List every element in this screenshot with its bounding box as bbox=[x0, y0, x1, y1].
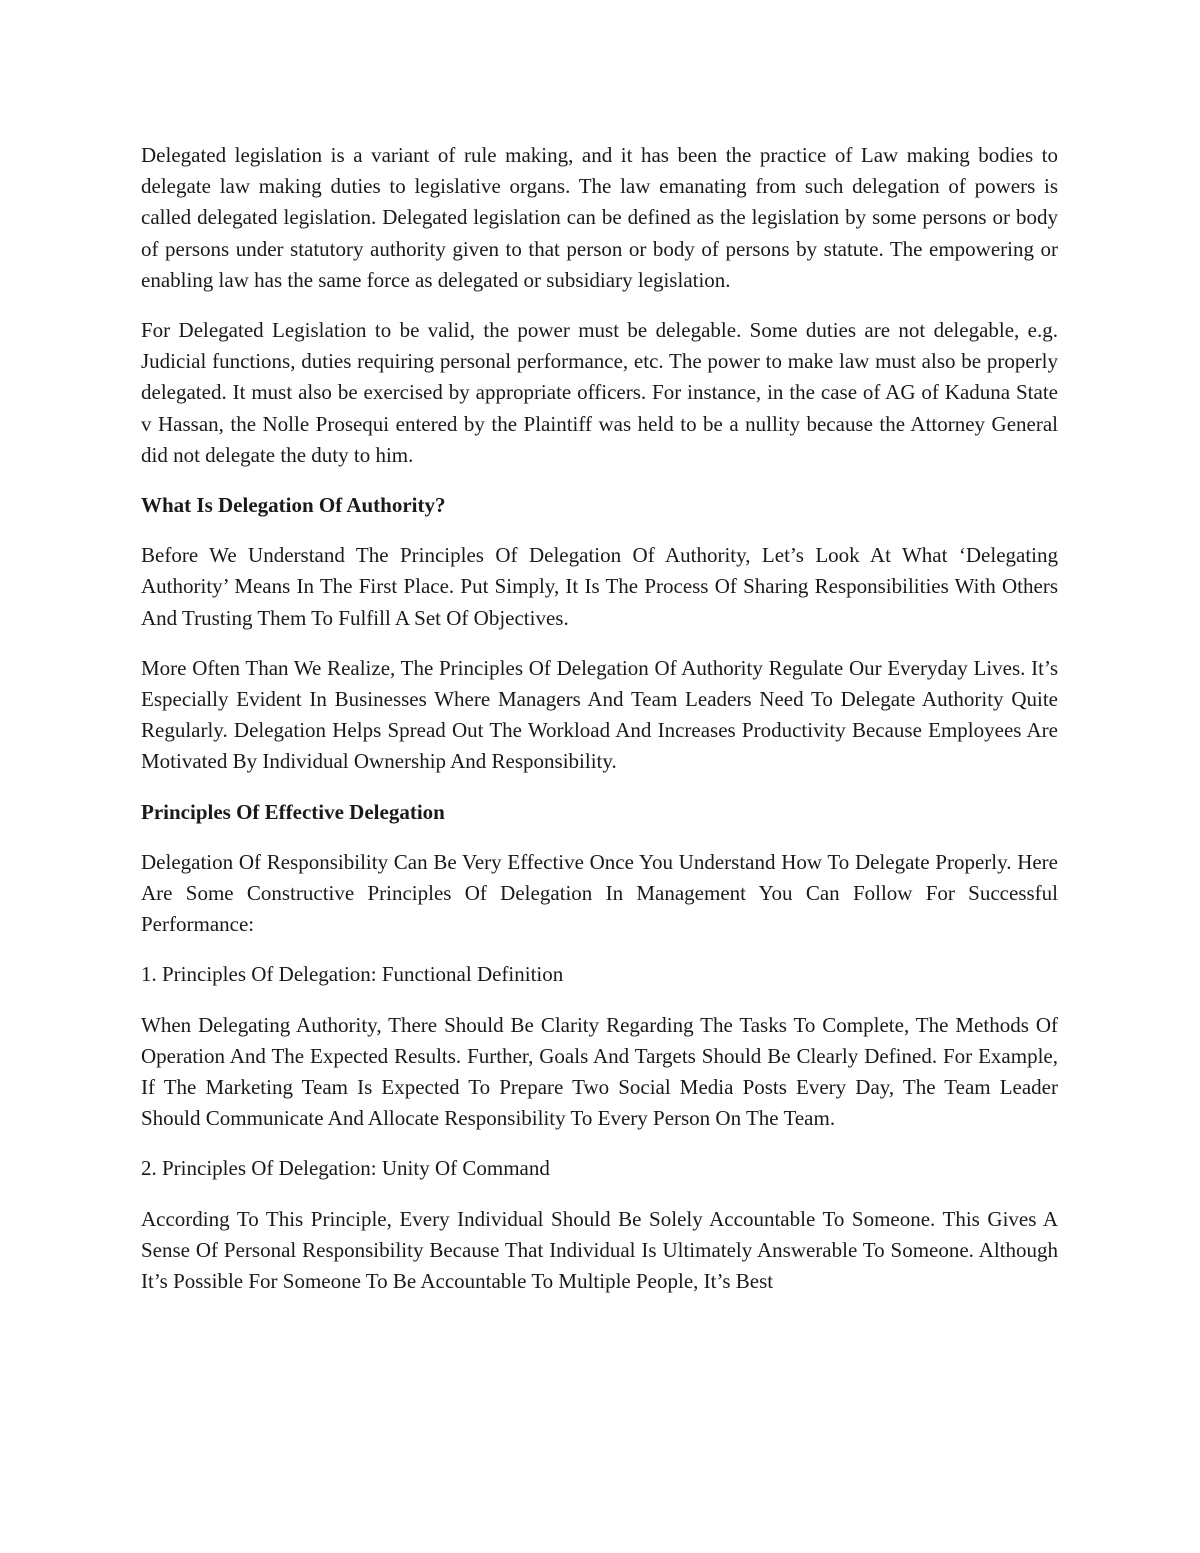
paragraph-delegated-legislation-validity: For Delegated Legislation to be valid, the power must be delegable. Some duties are not delegable, e.g. Judicial functions, duties requiring personal performance, etc. The power to make law must also be properly delegated. It must also be exercised by appropriate officers. For instance, in the case of AG of Kaduna State v Hassan, the Nolle Prosequi entered by the Plaintiff was held to be a nullity because the Attorney General did not delegate the duty to him. bbox=[141, 318, 1058, 467]
paragraph-unity-of-command: According To This Principle, Every Individual Should Be Solely Accountable To Someone. This Gives A Sense Of Personal Responsibility Because That Individual Is Ultimately Answerable To Someone. Although It’s Possible For Someone To Be Accountable To Multiple People, It’s Best bbox=[141, 1206, 1058, 1294]
list-item-unity-of-command: 2. Principles Of Delegation: Unity Of Command bbox=[141, 1156, 550, 1181]
document-page bbox=[141, 140, 1058, 1316]
paragraph-delegation-everyday: More Often Than We Realize, The Principles Of Delegation Of Authority Regulate Our Everyday Lives. It’s Especially Evident In Businesses Where Managers And Team Leaders Need To Delegate Authority Quite Regularly. Delegation Helps Spread Out The Workload And Increases Productivity Because Employees Are Motivated By Individual Ownership And Responsibility. bbox=[141, 655, 1058, 774]
paragraph-functional-definition: When Delegating Authority, There Should Be Clarity Regarding The Tasks To Complete, The Methods Of Operation And The Expected Results. Further, Goals And Targets Should Be Clearly Defined. For Example, If The Marketing Team Is Expected To Prepare Two Social Media Posts Every Day, The Team Leader Should Communicate And Allocate Responsibility To Every Person On The Team. bbox=[141, 1012, 1058, 1131]
paragraph-delegated-legislation-definition: Delegated legislation is a variant of rule making, and it has been the practice of Law making bodies to delegate law making duties to legislative organs. The law emanating from such delegation of powers is called delegated legislation. Delegated legislation can be defined as the legislation by some persons or body of persons under statutory authority given to that person or body of persons by statute. The empowering or enabling law has the same force as delegated or subsidiary legislation. bbox=[141, 143, 1058, 292]
heading-principles-effective-delegation: Principles Of Effective Delegation bbox=[141, 799, 445, 824]
paragraph-principles-intro: Delegation Of Responsibility Can Be Very Effective Once You Understand How To Delegate Properly. Here Are Some Constructive Principles Of Delegation In Management You Can Follow For Successful Performance: bbox=[141, 849, 1058, 937]
paragraph-delegation-meaning: Before We Understand The Principles Of Delegation Of Authority, Let’s Look At What ‘Delegating Authority’ Means In The First Place. Put Simply, It Is The Process Of Sharing Responsibilities With Others And Trusting Them To Fulfill A Set Of Objectives. bbox=[141, 543, 1058, 630]
heading-what-is-delegation: What Is Delegation Of Authority? bbox=[141, 493, 446, 518]
list-item-functional-definition: 1. Principles Of Delegation: Functional Definition bbox=[141, 962, 564, 987]
